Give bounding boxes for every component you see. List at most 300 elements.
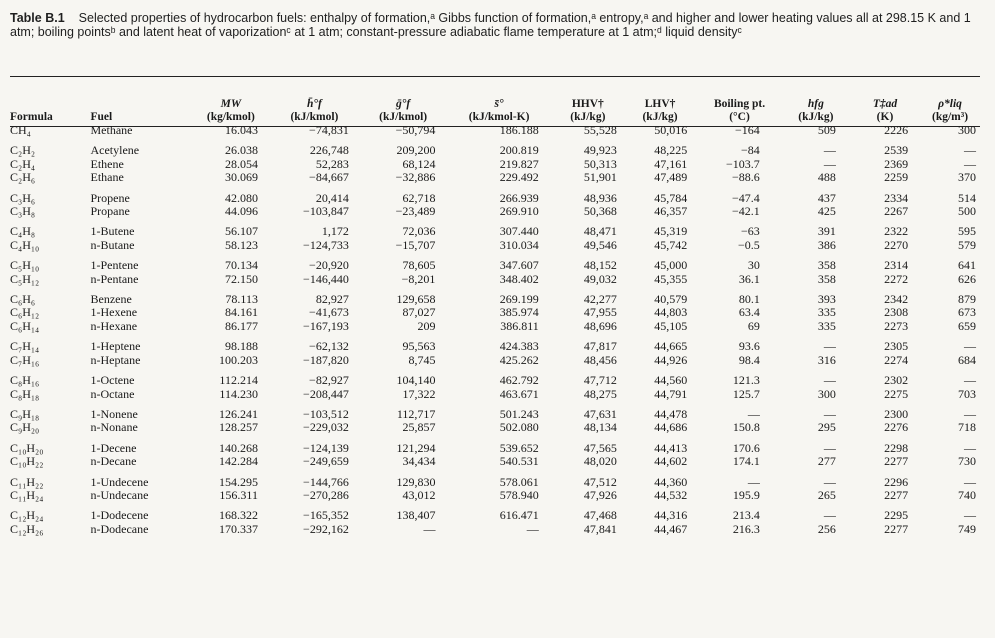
cell-latent-heat: 386 — [817, 237, 836, 252]
cell-formula: C₄H₈ — [10, 224, 36, 239]
cell-fuel: 1-Nonene — [90, 406, 138, 421]
cell-formula: C₂H₄ — [10, 156, 36, 171]
cell-enthalpy-formation: −124,139 — [303, 440, 349, 455]
cell-enthalpy-formation: 1,172 — [321, 224, 349, 239]
cell-hhv: 47,631 — [583, 406, 617, 421]
cell-flame-temperature: 2302 — [884, 373, 909, 388]
cell-liquid-density: — — [964, 440, 976, 455]
cell-fuel: n-Heptane — [90, 352, 141, 367]
cell-lhv: 47,489 — [654, 170, 688, 185]
cell-fuel: 1-Undecene — [90, 474, 149, 489]
cell-mw: 86.177 — [224, 318, 258, 333]
cell-flame-temperature: 2322 — [884, 224, 909, 239]
cell-entropy: 219.827 — [499, 156, 539, 171]
cell-gibbs-formation: 121,294 — [396, 440, 436, 455]
table-row — [10, 320, 980, 333]
table-row — [10, 124, 980, 137]
cell-fuel: Propane — [90, 204, 130, 219]
cell-enthalpy-formation: −74,831 — [309, 123, 349, 137]
cell-gibbs-formation: 104,140 — [396, 373, 436, 388]
cell-latent-heat: 335 — [817, 305, 836, 320]
cell-liquid-density: 626 — [958, 271, 976, 286]
cell-entropy: 502.080 — [499, 420, 539, 435]
cell-hhv: 49,546 — [583, 237, 617, 252]
cell-liquid-density: 579 — [958, 237, 976, 252]
cell-latent-heat: 358 — [817, 258, 836, 273]
cell-flame-temperature: 2273 — [884, 318, 909, 333]
cell-enthalpy-formation: 20,414 — [315, 190, 349, 205]
cell-gibbs-formation: 78,605 — [402, 258, 436, 273]
cell-boiling-point: — — [747, 406, 760, 421]
cell-gibbs-formation: 25,857 — [402, 420, 436, 435]
cell-flame-temperature: 2308 — [884, 305, 909, 320]
cell-entropy: 269.199 — [499, 292, 539, 307]
cell-lhv: 44,560 — [654, 373, 688, 388]
cell-hhv: 48,152 — [583, 258, 617, 273]
cell-entropy: 229.492 — [499, 170, 539, 185]
cell-flame-temperature: 2274 — [884, 352, 909, 367]
cell-latent-heat: 425 — [817, 204, 836, 219]
cell-mw: 114.230 — [219, 386, 258, 401]
cell-entropy: 424.383 — [499, 339, 539, 354]
cell-entropy: 348.402 — [499, 271, 539, 286]
cell-flame-temperature: 2539 — [884, 143, 909, 158]
cell-mw: 30.069 — [224, 170, 258, 185]
cell-boiling-point: 121.3 — [732, 373, 760, 388]
table-row — [10, 218, 980, 238]
cell-mw: 168.322 — [218, 508, 258, 523]
cell-boiling-point: 150.8 — [732, 420, 760, 435]
cell-hhv: 48,275 — [583, 386, 617, 401]
cell-liquid-density: 703 — [958, 386, 976, 401]
cell-flame-temperature: 2226 — [884, 123, 909, 137]
cell-formula: C₉H₂₀ — [10, 420, 40, 435]
cell-flame-temperature: 2305 — [884, 339, 909, 354]
cell-gibbs-formation: — — [423, 521, 436, 536]
cell-latent-heat: — — [823, 508, 836, 523]
header-entropy: s̄° (kJ/kmol-K) — [468, 98, 530, 123]
cell-enthalpy-formation: −208,447 — [303, 386, 349, 401]
cell-latent-heat: — — [823, 440, 836, 455]
cell-enthalpy-formation: −229,032 — [303, 420, 349, 435]
cell-fuel: n-Pentane — [90, 271, 139, 286]
table-row — [10, 286, 980, 306]
cell-formula: C₇H₁₄ — [10, 339, 40, 354]
cell-latent-heat: 437 — [817, 190, 836, 205]
cell-lhv: 44,413 — [654, 440, 688, 455]
cell-lhv: 48,225 — [654, 143, 688, 158]
cell-entropy: 347.607 — [499, 258, 539, 273]
cell-fuel: Propene — [90, 190, 130, 205]
cell-gibbs-formation: 209,200 — [396, 143, 436, 158]
cell-lhv: 47,161 — [654, 156, 688, 171]
table-row — [10, 502, 980, 522]
cell-mw: 72.150 — [224, 271, 258, 286]
cell-enthalpy-formation: −146,440 — [303, 271, 349, 286]
cell-formula: C₄H₁₀ — [10, 237, 40, 252]
cell-enthalpy-formation: −103,512 — [303, 406, 349, 421]
cell-fuel: n-Dodecane — [90, 521, 149, 536]
cell-formula: C₈H₁₆ — [10, 373, 40, 388]
cell-boiling-point: −63 — [741, 224, 760, 239]
cell-flame-temperature: 2277 — [884, 487, 909, 502]
table-row — [10, 137, 980, 157]
cell-liquid-density: 514 — [958, 190, 976, 205]
cell-formula: C₁₂H₂₄ — [10, 508, 44, 523]
cell-formula: C₅H₁₀ — [10, 258, 40, 273]
cell-formula: C₁₁H₂₄ — [10, 487, 44, 502]
cell-hhv: 48,471 — [583, 224, 617, 239]
cell-mw: 42.080 — [224, 190, 258, 205]
cell-boiling-point: 93.6 — [738, 339, 760, 354]
cell-flame-temperature: 2267 — [884, 204, 909, 219]
cell-gibbs-formation: 43,012 — [402, 487, 436, 502]
cell-lhv: 45,742 — [654, 237, 688, 252]
cell-hhv: 49,032 — [583, 271, 617, 286]
cell-liquid-density: 595 — [958, 224, 976, 239]
cell-gibbs-formation: 17,322 — [402, 386, 436, 401]
cell-liquid-density: 659 — [958, 318, 976, 333]
cell-lhv: 46,357 — [654, 204, 688, 219]
cell-hhv: 47,817 — [583, 339, 617, 354]
cell-fuel: Ethene — [90, 156, 124, 171]
cell-lhv: 44,803 — [654, 305, 688, 320]
cell-lhv: 44,316 — [654, 508, 688, 523]
cell-gibbs-formation: 68,124 — [402, 156, 436, 171]
cell-liquid-density: 730 — [958, 454, 976, 469]
cell-gibbs-formation: 95,563 — [402, 339, 436, 354]
cell-formula: C₃H₈ — [10, 204, 36, 219]
cell-boiling-point: 195.9 — [732, 487, 760, 502]
table-row — [10, 171, 980, 184]
cell-enthalpy-formation: −41,673 — [309, 305, 349, 320]
cell-lhv: 45,355 — [654, 271, 688, 286]
cell-hhv: 47,565 — [583, 440, 617, 455]
cell-hhv: 47,468 — [583, 508, 617, 523]
cell-hhv: 50,368 — [583, 204, 617, 219]
cell-entropy: 200.819 — [499, 143, 539, 158]
table-row — [10, 523, 980, 536]
cell-lhv: 44,602 — [654, 454, 688, 469]
cell-liquid-density: 641 — [958, 258, 976, 273]
cell-fuel: n-Butane — [90, 237, 135, 252]
cell-latent-heat: 391 — [817, 224, 836, 239]
cell-fuel: Ethane — [90, 170, 124, 185]
cell-latent-heat: — — [823, 156, 836, 171]
cell-formula: C₁₀H₂₀ — [10, 440, 44, 455]
header-row — [10, 80, 980, 124]
cell-gibbs-formation: 209 — [417, 318, 436, 333]
cell-boiling-point: — — [747, 474, 760, 489]
header-gibbs-formation: ḡ°f (kJ/kmol) — [379, 98, 428, 123]
cell-hhv: 48,456 — [583, 352, 617, 367]
cell-flame-temperature: 2275 — [884, 386, 909, 401]
cell-formula: C₂H₂ — [10, 143, 36, 158]
cell-enthalpy-formation: −20,920 — [309, 258, 349, 273]
cell-lhv: 45,105 — [654, 318, 688, 333]
cell-gibbs-formation: 129,830 — [396, 474, 436, 489]
cell-liquid-density: — — [964, 143, 976, 158]
caption-text: Selected properties of hydrocarbon fuels: enthalpy of formation,ᵃ Gibbs function of formation,ᵃ entropy,ᵃ and higher and lower heating values all at 298.15 K and 1 atm; boiling pointsᵇ and latent heat of vaporizationᶜ at 1 atm; constant-pressure adiabatic flame temperature at 1 atm;ᵈ liquid densityᶜ — [10, 11, 971, 39]
cell-boiling-point: −103.7 — [726, 156, 760, 171]
cell-latent-heat: 300 — [817, 386, 836, 401]
cell-liquid-density: — — [964, 474, 976, 489]
cell-lhv: 44,926 — [654, 352, 688, 367]
table-row — [10, 333, 980, 353]
cell-hhv: 47,712 — [583, 373, 617, 388]
table-row — [10, 273, 980, 286]
cell-latent-heat: 358 — [817, 271, 836, 286]
cell-entropy: 578.940 — [499, 487, 539, 502]
cell-fuel: 1-Heptene — [90, 339, 141, 354]
cell-fuel: n-Undecane — [90, 487, 149, 502]
cell-boiling-point: 80.1 — [738, 292, 760, 307]
cell-fuel: 1-Decene — [90, 440, 137, 455]
cell-enthalpy-formation: −144,766 — [303, 474, 349, 489]
cell-latent-heat: — — [823, 406, 836, 421]
cell-entropy: 385.974 — [499, 305, 539, 320]
cell-flame-temperature: 2277 — [884, 454, 909, 469]
cell-formula: C₆H₁₄ — [10, 318, 40, 333]
cell-entropy: 539.652 — [499, 440, 539, 455]
cell-boiling-point: 98.4 — [738, 352, 760, 367]
cell-boiling-point: −47.4 — [732, 190, 760, 205]
cell-lhv: 44,532 — [654, 487, 688, 502]
cell-liquid-density: — — [964, 339, 976, 354]
cell-flame-temperature: 2259 — [884, 170, 909, 185]
cell-fuel: 1-Butene — [90, 224, 135, 239]
cell-latent-heat: 295 — [817, 420, 836, 435]
cell-mw: 28.054 — [224, 156, 258, 171]
cell-boiling-point: 216.3 — [732, 521, 760, 536]
cell-fuel: 1-Octene — [90, 373, 135, 388]
cell-enthalpy-formation: −249,659 — [303, 454, 349, 469]
cell-lhv: 44,467 — [654, 521, 688, 536]
fuel-properties-table — [10, 80, 980, 536]
cell-entropy: — — [526, 521, 539, 536]
cell-enthalpy-formation: 226,748 — [309, 143, 349, 158]
cell-entropy: 266.939 — [499, 190, 539, 205]
cell-enthalpy-formation: −167,193 — [303, 318, 349, 333]
cell-liquid-density: 749 — [958, 521, 976, 536]
cell-entropy: 386.811 — [500, 318, 539, 333]
cell-hhv: 49,923 — [583, 143, 617, 158]
cell-enthalpy-formation: −62,132 — [309, 339, 349, 354]
cell-latent-heat: 393 — [817, 292, 836, 307]
table-row — [10, 239, 980, 252]
cell-mw: 100.203 — [218, 352, 258, 367]
cell-mw: 70.134 — [224, 258, 258, 273]
cell-formula: C₆H₁₂ — [10, 305, 40, 320]
header-latent-heat: hfg (kJ/kg) — [798, 98, 834, 123]
cell-latent-heat: 256 — [817, 521, 836, 536]
cell-boiling-point: −0.5 — [738, 237, 760, 252]
cell-hhv: 48,696 — [583, 318, 617, 333]
cell-fuel: Benzene — [90, 292, 132, 307]
cell-latent-heat: — — [823, 474, 836, 489]
cell-latent-heat: — — [823, 143, 836, 158]
header-liquid-density: ρ*liq (kg/m³) — [932, 98, 969, 123]
cell-liquid-density: 740 — [958, 487, 976, 502]
cell-liquid-density: 684 — [958, 352, 976, 367]
cell-mw: 140.268 — [218, 440, 258, 455]
cell-mw: 142.284 — [218, 454, 258, 469]
cell-flame-temperature: 2296 — [884, 474, 909, 489]
header-lhv: LHV† (kJ/kg) — [642, 98, 678, 123]
cell-gibbs-formation: 87,027 — [402, 305, 436, 320]
cell-mw: 170.337 — [218, 521, 258, 536]
cell-liquid-density: — — [964, 508, 976, 523]
table-row — [10, 367, 980, 387]
cell-liquid-density: 673 — [958, 305, 976, 320]
cell-formula: C₉H₁₈ — [10, 406, 40, 421]
cell-fuel: 1-Hexene — [90, 305, 138, 320]
cell-gibbs-formation: −8,201 — [401, 271, 436, 286]
cell-hhv: 48,936 — [583, 190, 617, 205]
cell-gibbs-formation: 112,717 — [396, 406, 436, 421]
cell-formula: C₁₁H₂₂ — [10, 474, 44, 489]
cell-lhv: 44,478 — [654, 406, 688, 421]
cell-entropy: 616.471 — [499, 508, 539, 523]
cell-formula: C₁₀H₂₂ — [10, 454, 44, 469]
cell-gibbs-formation: 34,434 — [402, 454, 436, 469]
cell-entropy: 501.243 — [499, 406, 539, 421]
cell-enthalpy-formation: −124,733 — [303, 237, 349, 252]
cell-latent-heat: 488 — [817, 170, 836, 185]
cell-flame-temperature: 2334 — [884, 190, 909, 205]
cell-liquid-density: — — [964, 156, 976, 171]
cell-gibbs-formation: −32,886 — [395, 170, 436, 185]
cell-boiling-point: −84 — [741, 143, 760, 158]
cell-mw: 84.161 — [224, 305, 258, 320]
table-row — [10, 306, 980, 319]
cell-hhv: 48,134 — [583, 420, 617, 435]
cell-formula: C₃H₆ — [10, 190, 36, 205]
cell-enthalpy-formation: −292,162 — [303, 521, 349, 536]
cell-hhv: 48,020 — [583, 454, 617, 469]
cell-fuel: Methane — [90, 123, 133, 137]
cell-lhv: 44,360 — [654, 474, 688, 489]
header-flame-temperature: T‡ad (K) — [872, 98, 898, 123]
cell-formula: CH₄ — [10, 123, 31, 137]
table-label: Table B.1 — [10, 11, 65, 25]
cell-enthalpy-formation: −165,352 — [303, 508, 349, 523]
table-row — [10, 185, 980, 205]
cell-mw: 112.214 — [219, 373, 258, 388]
table-row — [10, 252, 980, 272]
cell-fuel: n-Octane — [90, 386, 135, 401]
cell-boiling-point: 63.4 — [738, 305, 760, 320]
cell-liquid-density: 718 — [958, 420, 976, 435]
cell-fuel: 1-Pentene — [90, 258, 139, 273]
table-row — [10, 158, 980, 171]
cell-mw: 128.257 — [218, 420, 258, 435]
cell-hhv: 47,841 — [583, 521, 617, 536]
cell-gibbs-formation: −50,794 — [395, 123, 436, 137]
cell-gibbs-formation: 8,745 — [408, 352, 436, 367]
cell-formula: C₆H₆ — [10, 292, 36, 307]
cell-boiling-point: −88.6 — [732, 170, 760, 185]
cell-entropy: 462.792 — [499, 373, 539, 388]
table-row — [10, 455, 980, 468]
header-hhv: HHV† (kJ/kg) — [570, 98, 606, 123]
cell-lhv: 40,579 — [654, 292, 688, 307]
cell-entropy: 540.531 — [499, 454, 539, 469]
top-rule — [10, 76, 980, 77]
table-row — [10, 421, 980, 434]
cell-flame-temperature: 2369 — [884, 156, 909, 171]
table-header — [10, 80, 980, 124]
cell-mw: 126.241 — [218, 406, 258, 421]
cell-latent-heat: 316 — [817, 352, 836, 367]
cell-liquid-density: 370 — [958, 170, 976, 185]
cell-lhv: 50,016 — [654, 123, 688, 137]
cell-liquid-density: — — [964, 373, 976, 388]
cell-mw: 156.311 — [219, 487, 258, 502]
header-enthalpy-formation: h̄°f (kJ/kmol) — [290, 98, 339, 123]
cell-fuel: n-Hexane — [90, 318, 138, 333]
cell-formula: C₁₂H₂₆ — [10, 521, 44, 536]
cell-hhv: 51,901 — [583, 170, 617, 185]
cell-liquid-density: 500 — [958, 204, 976, 219]
cell-latent-heat: — — [823, 373, 836, 388]
cell-mw: 26.038 — [224, 143, 258, 158]
cell-flame-temperature: 2277 — [884, 521, 909, 536]
table-row — [10, 435, 980, 455]
cell-boiling-point: 69 — [747, 318, 760, 333]
cell-latent-heat: 509 — [817, 123, 836, 137]
table-row — [10, 205, 980, 218]
cell-enthalpy-formation: −270,286 — [303, 487, 349, 502]
cell-entropy: 425.262 — [499, 352, 539, 367]
cell-entropy: 310.034 — [499, 237, 539, 252]
table-caption — [10, 12, 975, 39]
cell-latent-heat: 335 — [817, 318, 836, 333]
table-row — [10, 388, 980, 401]
cell-enthalpy-formation: −187,820 — [303, 352, 349, 367]
cell-boiling-point: 125.7 — [732, 386, 760, 401]
cell-formula: C₂H₆ — [10, 170, 36, 185]
header-mw: MW (kg/kmol) — [206, 98, 255, 123]
cell-gibbs-formation: −23,489 — [395, 204, 436, 219]
cell-hhv: 47,926 — [583, 487, 617, 502]
header-fuel: Fuel — [90, 111, 113, 123]
cell-flame-temperature: 2295 — [884, 508, 909, 523]
cell-hhv: 55,528 — [583, 123, 617, 137]
cell-hhv: 47,955 — [583, 305, 617, 320]
cell-flame-temperature: 2314 — [884, 258, 909, 273]
cell-flame-temperature: 2272 — [884, 271, 909, 286]
cell-liquid-density: 879 — [958, 292, 976, 307]
cell-gibbs-formation: 72,036 — [402, 224, 436, 239]
cell-gibbs-formation: −15,707 — [395, 237, 436, 252]
cell-lhv: 45,784 — [654, 190, 688, 205]
cell-boiling-point: 174.1 — [732, 454, 760, 469]
cell-mw: 78.113 — [225, 292, 258, 307]
cell-mw: 44.096 — [224, 204, 258, 219]
cell-latent-heat: 265 — [817, 487, 836, 502]
cell-enthalpy-formation: −82,927 — [309, 373, 349, 388]
cell-formula: C₈H₁₈ — [10, 386, 40, 401]
cell-entropy: 463.671 — [499, 386, 539, 401]
header-boiling-point: Boiling pt. (°C) — [713, 98, 766, 123]
cell-lhv: 44,686 — [654, 420, 688, 435]
table-row — [10, 469, 980, 489]
table-body — [10, 124, 980, 536]
cell-entropy: 269.910 — [499, 204, 539, 219]
cell-flame-temperature: 2300 — [884, 406, 909, 421]
cell-lhv: 44,665 — [654, 339, 688, 354]
